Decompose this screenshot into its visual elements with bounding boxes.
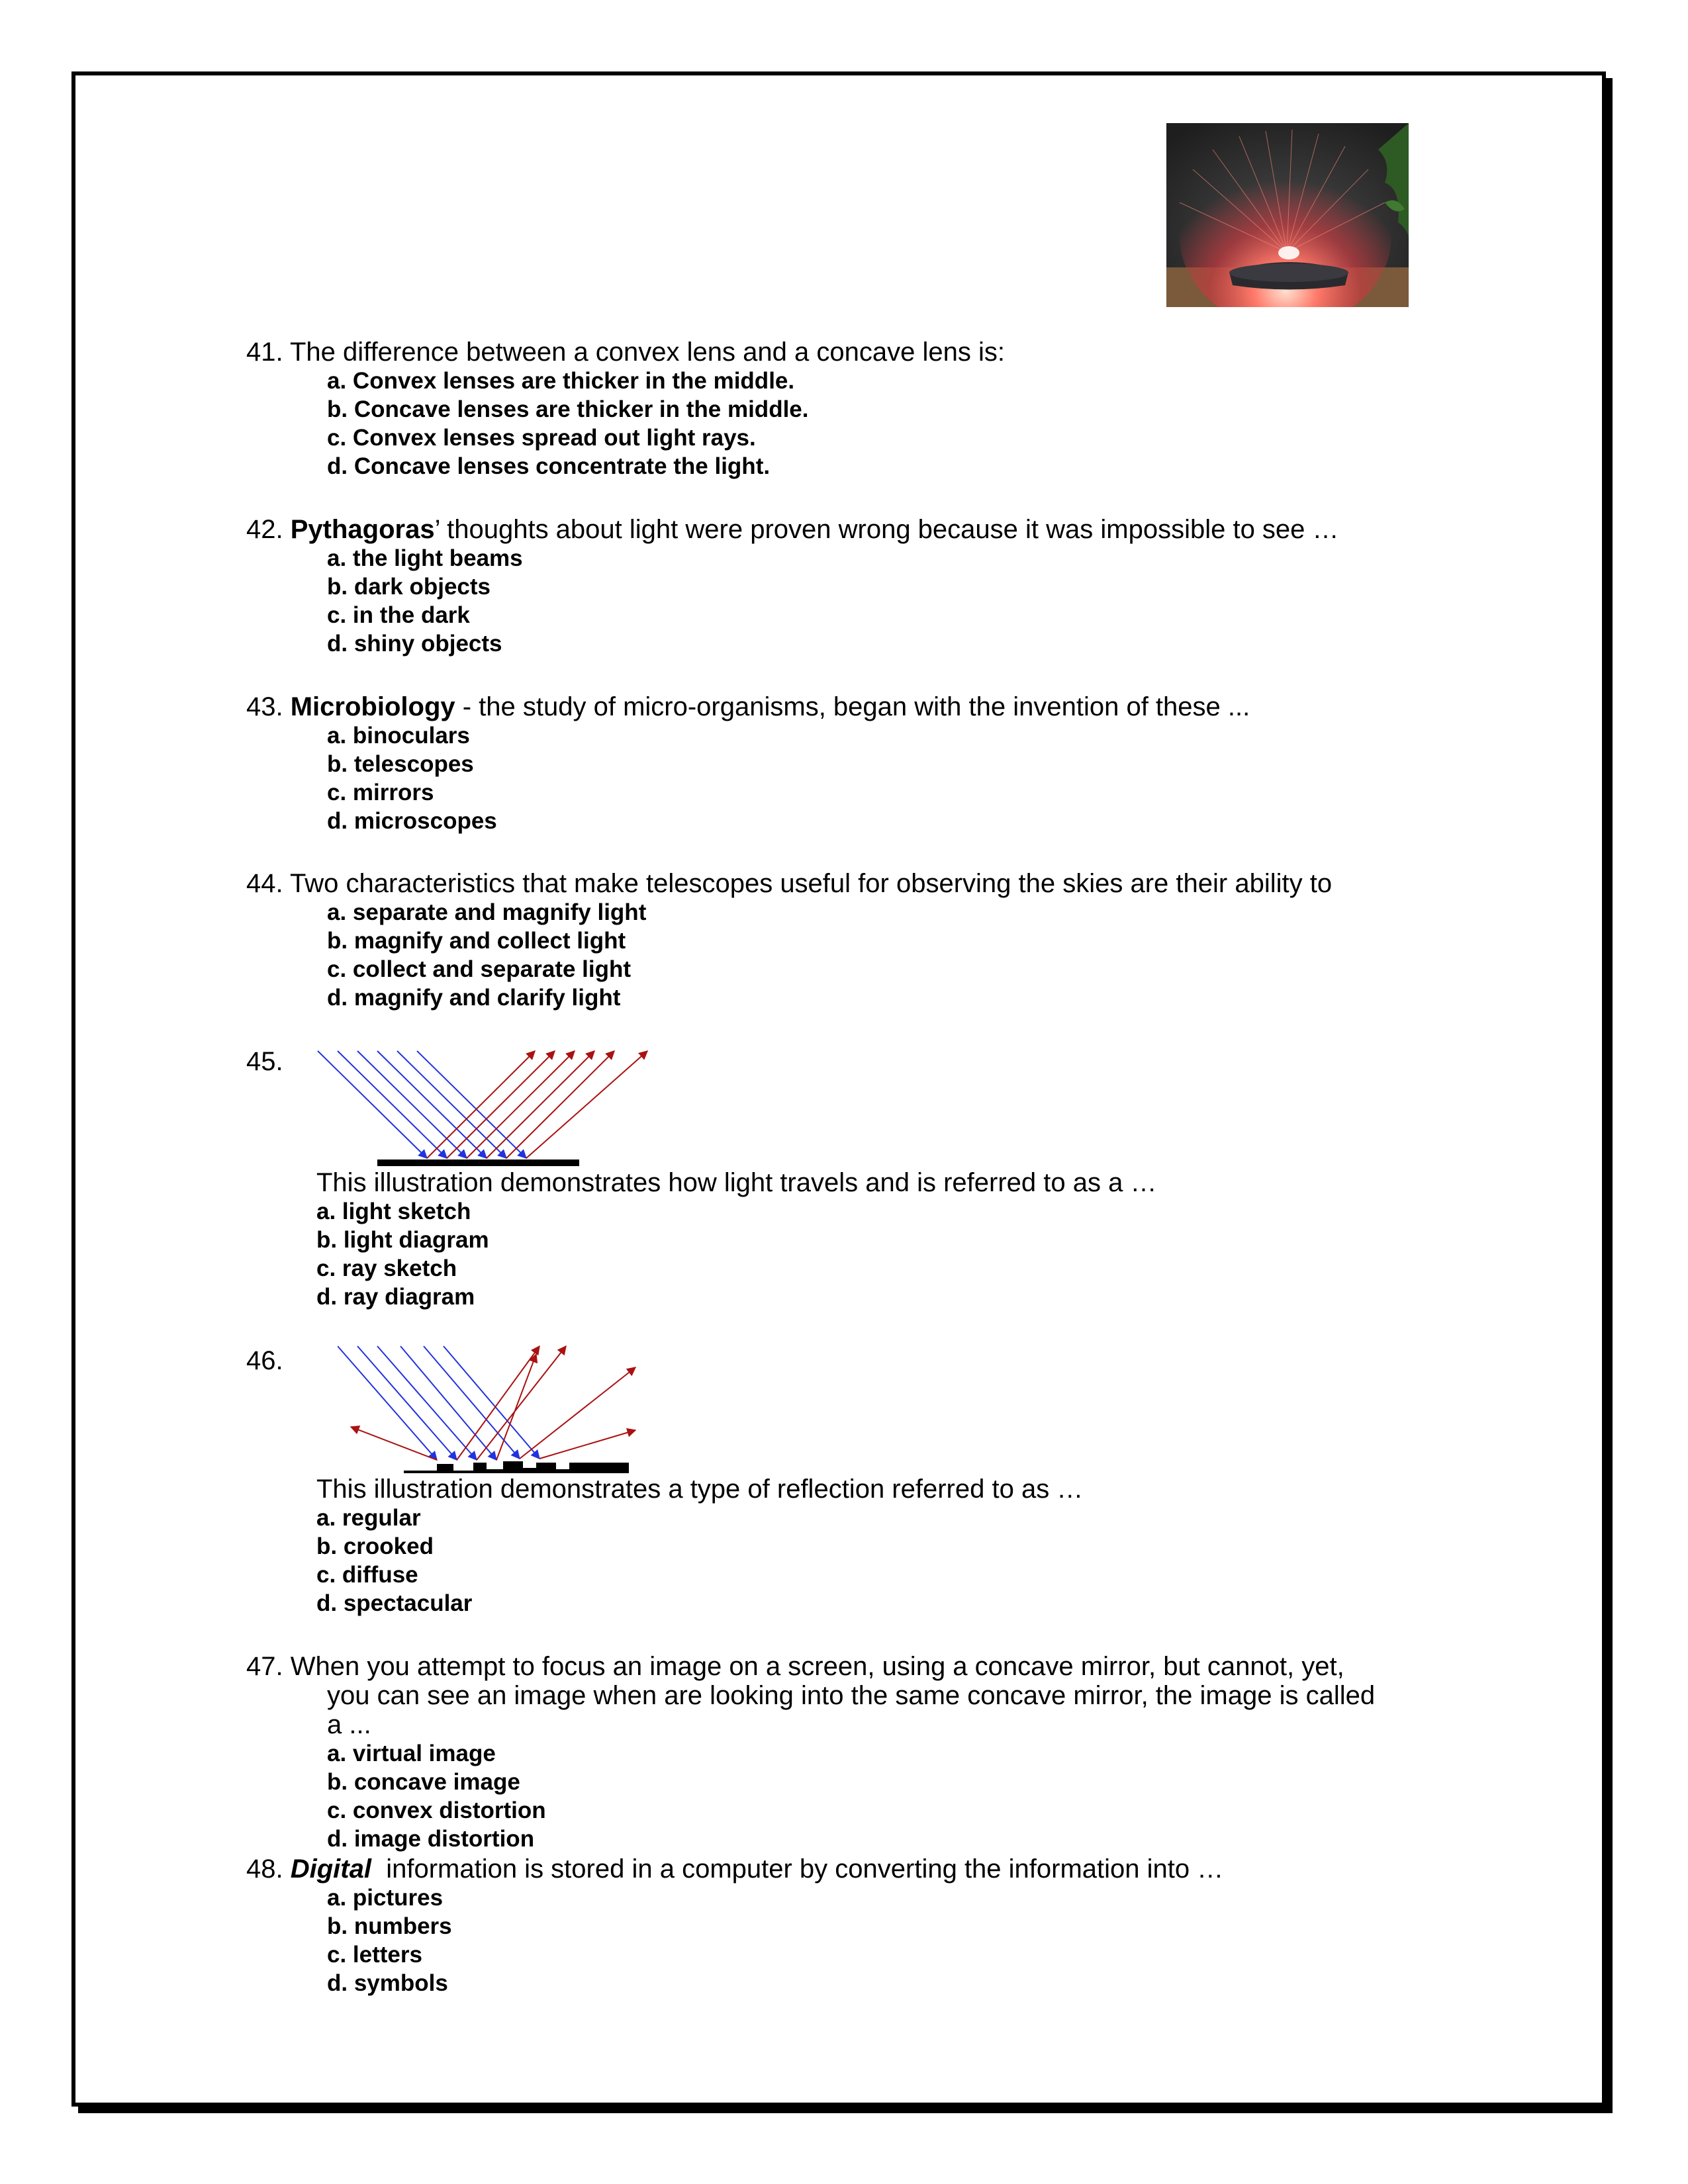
question-number: 44. (246, 869, 283, 898)
mirror-surface (377, 1160, 579, 1166)
reflected-ray (457, 1346, 539, 1460)
reflected-ray (477, 1346, 566, 1460)
question-text: The difference between a convex lens and a concave lens is: (290, 338, 1005, 367)
reflected-ray (520, 1367, 635, 1459)
question-number: 42. (246, 515, 283, 544)
question-41 (246, 338, 1005, 367)
reflected-ray (506, 1051, 614, 1158)
question-number: 48. (246, 1854, 283, 1884)
diffuse-reflection-diagram (338, 1341, 642, 1480)
question-number: 43. (246, 692, 283, 721)
question-44-option-c: c. collect and separate light (327, 956, 632, 982)
question-text-line-1: When you attempt to focus an image on a screen, using a concave mirror, but cannot, yet, (290, 1652, 1344, 1681)
question-45-option-a: a. light sketch (316, 1199, 471, 1224)
question-term: Pythagoras (290, 515, 435, 544)
question-text: - the study of micro-organisms, began with the invention of these ... (455, 692, 1250, 721)
question-43-option-b: b. telescopes (327, 751, 474, 777)
question-44-option-d: d. magnify and clarify light (327, 985, 621, 1011)
question-41-option-c: c. Convex lenses spread out light rays. (327, 425, 756, 451)
question-47-text-line-2: you can see an image when are looking into the same concave mirror, the image is called (327, 1681, 1376, 1710)
question-48-option-a: a. pictures (327, 1885, 444, 1911)
question-42-option-b: b. dark objects (327, 574, 491, 600)
question-41-option-a: a. Convex lenses are thicker in the middle. (327, 368, 795, 394)
question-48-option-b: b. numbers (327, 1913, 452, 1939)
question-48-option-c: c. letters (327, 1942, 422, 1968)
incident-ray (338, 1346, 437, 1460)
reflected-ray (487, 1051, 594, 1158)
question-45-option-c: c. ray sketch (316, 1255, 457, 1281)
question-48 (246, 1854, 1223, 1884)
question-44-option-b: b. magnify and collect light (327, 928, 626, 954)
question-46-option-a: a. regular (316, 1505, 421, 1531)
reflected-ray (427, 1051, 535, 1158)
question-45-option-b: b. light diagram (316, 1227, 489, 1253)
question-42 (246, 515, 1339, 544)
question-number: 41. (246, 338, 283, 367)
reflected-ray (526, 1051, 647, 1158)
question-44 (246, 869, 1332, 898)
reflected-ray (467, 1051, 575, 1158)
question-42-option-c: c. in the dark (327, 602, 470, 628)
incident-ray (400, 1346, 496, 1460)
incident-ray (357, 1051, 467, 1158)
question-46-option-b: b. crooked (316, 1533, 434, 1559)
question-44-option-a: a. separate and magnify light (327, 899, 647, 925)
question-number: 47. (246, 1652, 283, 1681)
question-47-option-a: a. virtual image (327, 1741, 496, 1766)
question-48-option-d: d. symbols (327, 1970, 448, 1996)
incident-ray (357, 1346, 457, 1460)
question-45-text: This illustration demonstrates how light travels and is referred to as a … (316, 1168, 1157, 1197)
question-term: Digital (290, 1854, 371, 1884)
question-42-option-d: d. shiny objects (327, 631, 502, 657)
question-45-number: 45. (246, 1047, 283, 1076)
fiber-optic-lamp-photo (1166, 123, 1409, 307)
incident-ray (397, 1051, 506, 1158)
question-47-option-d: d. image distortion (327, 1826, 535, 1852)
question-term: Microbiology (290, 692, 455, 721)
question-47-text-line-3: a ... (327, 1710, 371, 1739)
question-47-option-c: c. convex distortion (327, 1797, 546, 1823)
question-43-option-c: c. mirrors (327, 780, 434, 805)
question-text: information is stored in a computer by converting the information into … (371, 1854, 1224, 1884)
question-text: ’ thoughts about light were proven wrong because it was impossible to see … (434, 515, 1339, 544)
reflected-ray (447, 1051, 555, 1158)
question-text: Two characteristics that make telescopes useful for observing the skies are their ability to (290, 869, 1333, 898)
question-43-option-a: a. binoculars (327, 723, 470, 749)
reflected-ray (351, 1427, 437, 1460)
page-border (71, 71, 1606, 2107)
question-46-number: 46. (246, 1346, 283, 1375)
regular-reflection-diagram (311, 1044, 662, 1170)
question-45-option-d: d. ray diagram (316, 1284, 475, 1310)
incident-ray (338, 1051, 447, 1158)
question-46-option-c: c. diffuse (316, 1562, 418, 1588)
incident-ray (424, 1346, 520, 1459)
question-43 (246, 692, 1250, 721)
rough-surface (404, 1461, 629, 1473)
incident-ray (318, 1051, 427, 1158)
question-41-option-d: d. Concave lenses concentrate the light. (327, 453, 771, 479)
reflected-ray (496, 1354, 536, 1460)
question-47-option-b: b. concave image (327, 1769, 520, 1795)
question-42-option-a: a. the light beams (327, 545, 523, 571)
incident-ray (417, 1051, 526, 1158)
question-43-option-d: d. microscopes (327, 808, 497, 834)
question-47 (246, 1652, 1344, 1681)
reflected-ray (539, 1430, 635, 1459)
question-46-text: This illustration demonstrates a type of reflection referred to as … (316, 1475, 1084, 1504)
question-41-option-b: b. Concave lenses are thicker in the middle. (327, 396, 809, 422)
question-46-option-d: d. spectacular (316, 1590, 473, 1616)
incident-ray (377, 1051, 487, 1158)
